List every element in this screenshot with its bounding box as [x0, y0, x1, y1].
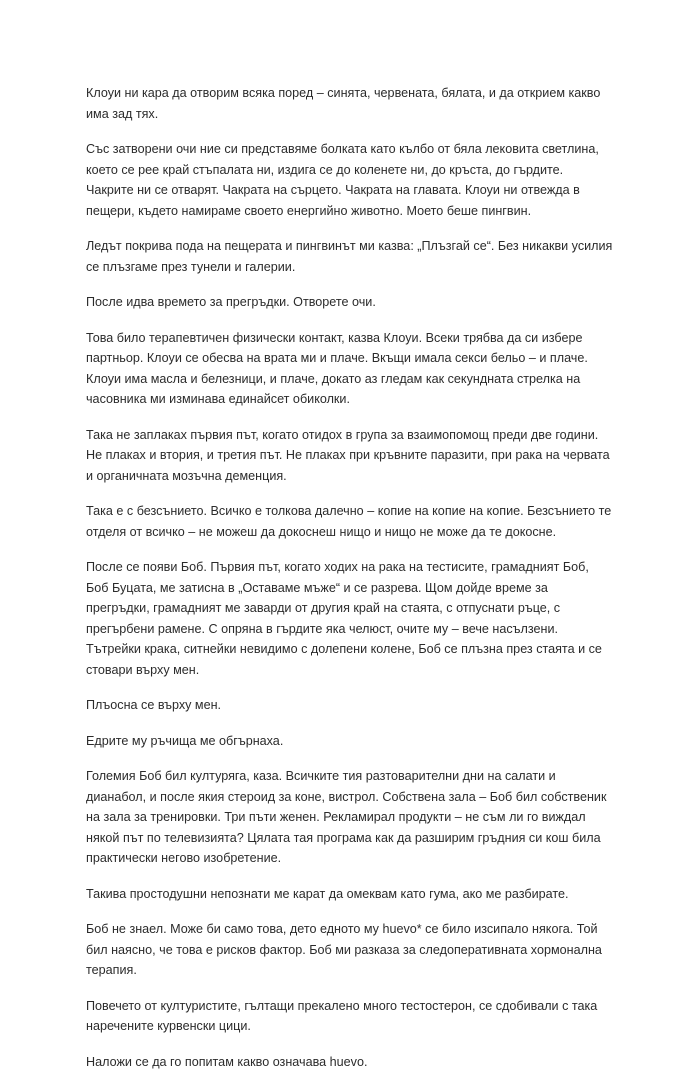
paragraph-10: Едрите му ръчища ме обгърнаха.	[86, 731, 614, 752]
paragraph-3: Ледът покрива пода на пещерата и пингвинът ми казва: „Плъзгай се“. Без никакви усилия се плъзгаме през тунели и галерии.	[86, 236, 614, 277]
paragraph-8: После се появи Боб. Първия път, когато ходих на рака на тестисите, грамадният Боб, Боб Буцата, ме затисна в „Оставаме мъже“ и се разрева. Щом дойде време за прегръдки, грамадният ме заварди от другия край на стаята, с отпуснати ръце, с прегърбени рамене. С опряна в гърдите яка челюст, очите му – вече насълзени. Тътрейки крака, ситнейки невидимо с долепени колене, Боб се плъзна през стаята и се стовари върху мен.	[86, 557, 614, 680]
paragraph-15: Наложи се да го попитам какво означава huevo.	[86, 1052, 614, 1072]
paragraph-5: Това било терапевтичен физически контакт, казва Клоуи. Всеки трябва да си избере партньор. Клоуи се обесва на врата ми и плаче. Вкъщи имала секси бельо – и плаче. Клоуи има масла и белезници, и плаче, докато аз гледам как секундната стрелка на часовника ми изминава единайсет обиколки.	[86, 328, 614, 410]
paragraph-13: Боб не знаел. Може би само това, дето едното му huevo* се било изсипало някога. Той бил наясно, че това е рисков фактор. Боб ми разказа за следоперативната хормонална терапия.	[86, 919, 614, 981]
paragraph-7: Така е с безсънието. Всичко е толкова далечно – копие на копие на копие. Безсънието те отделя от всичко – не можеш да докоснеш нищо и нищо не може да те докосне.	[86, 501, 614, 542]
paragraph-9: Плъосна се върху мен.	[86, 695, 614, 716]
paragraph-6: Така не заплаках първия път, когато отидох в група за взаимопомощ преди две години. Не плаках и втория, и третия път. Не плаках при кръвните паразити, при рака на червата и органичната мозъчна деменция.	[86, 425, 614, 487]
paragraph-1: Клоуи ни кара да отворим всяка поред – синята, червената, бялата, и да открием какво има зад тях.	[86, 83, 614, 124]
paragraph-4: После идва времето за прегръдки. Отворете очи.	[86, 292, 614, 313]
paragraph-14: Повечето от културистите, гълтащи прекалено много тестостерон, се сдобивали с така наречените курвенски цици.	[86, 996, 614, 1037]
paragraph-12: Такива простодушни непознати ме карат да омеквам като гума, ако ме разбирате.	[86, 884, 614, 905]
paragraph-2: Със затворени очи ние си представяме болката като кълбо от бяла лековита светлина, което се рее край стъпалата ни, издига се до коленете ни, до кръста, до гърдите. Чакрите ни се отварят. Чакрата на сърцето. Чакрата на главата. Клоуи ни отвежда в пещери, където намираме своето енергийно животно. Моето беше пингвин.	[86, 139, 614, 221]
paragraph-11: Големия Боб бил културяга, каза. Всичките тия разтоварителни дни на салати и дианабол, и после якия стероид за коне, вистрол. Собствена зала – Боб бил собственик на зала за тренировки. Три пъти женен. Рекламирал продукти – не съм ли го виждал някой път по телевизията? Цялата тая програма как да разширим гръдния си кош била практически негово изобретение.	[86, 766, 614, 869]
